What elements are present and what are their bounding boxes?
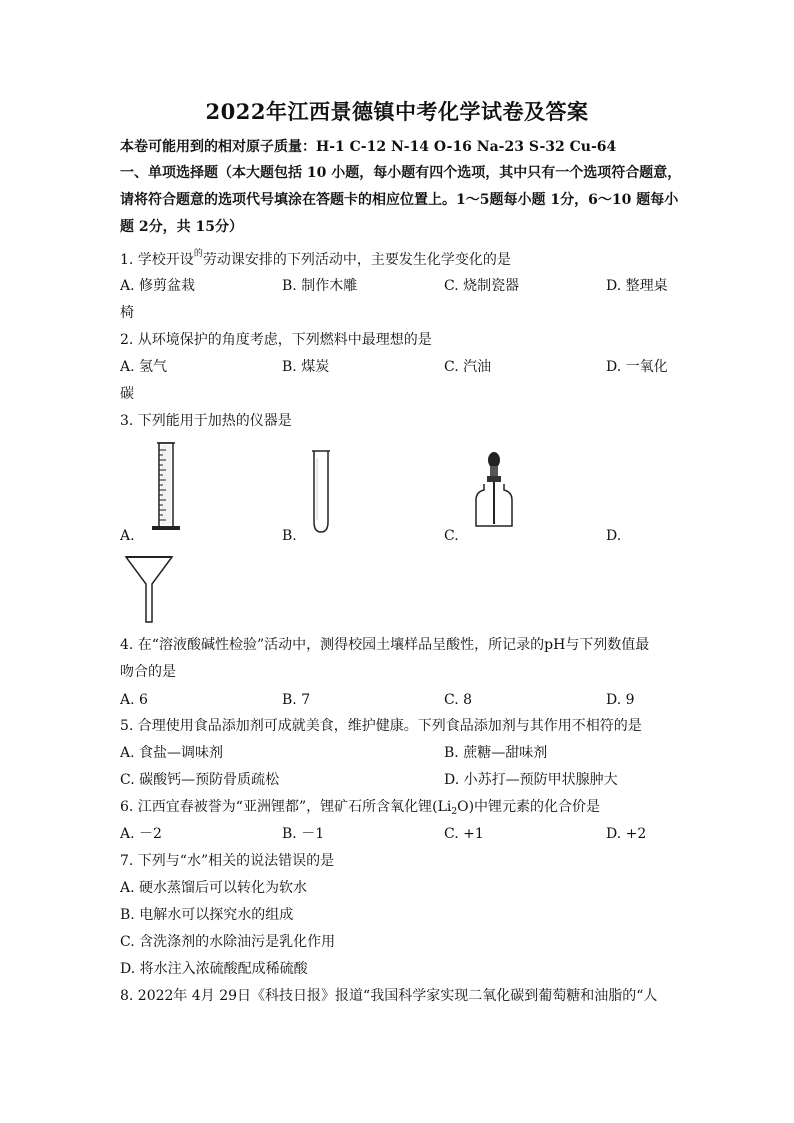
q4-option-d: D. 9 (606, 692, 635, 708)
question-1-stem (120, 250, 511, 272)
section-heading-line1: 一、单项选择题（本大题包括 10 小题，每小题有四个选项，其中只有一个选项符合题意， (120, 165, 682, 181)
q6-stem-sub: 2 (451, 807, 458, 817)
q6-option-a: A. －2 (120, 826, 162, 842)
q3-option-c: C. (444, 528, 459, 544)
q7-option-b: B. 电解水可以探究水的组成 (120, 907, 294, 923)
q6-option-d: D. +2 (606, 826, 647, 842)
question-2-stem: 2. 从环境保护的角度考虑，下列燃料中最理想的是 (120, 332, 432, 348)
q1-option-d-cont: 椅 (120, 305, 134, 321)
q7-option-a: A. 硬水蒸馏后可以转化为软水 (120, 880, 308, 896)
q3-option-a: A. (120, 528, 135, 544)
page-title: 2022年江西景德镇中考化学试卷及答案 (205, 99, 589, 124)
atomic-masses: 本卷可能用到的相对原子质量：H-1 C-12 N-14 O-16 Na-23 S-32 Cu-64 (120, 139, 617, 155)
q3-option-d: D. (606, 528, 622, 544)
q6-option-c: C. +1 (444, 826, 484, 842)
q5-option-c: C. 碳酸钙—预防骨质疏松 (120, 772, 280, 788)
question-7-stem: 7. 下列与“水”相关的说法错误的是 (120, 853, 335, 869)
q1-stem-pre: 1. 学校开设 (120, 252, 194, 268)
q1-stem-sup: 的 (193, 249, 203, 259)
question-4-stem-line1: 4. 在“溶液酸碱性检验”活动中，测得校园土壤样品呈酸性，所记录的pH与下列数值最 (120, 637, 650, 653)
q4-option-c: C. 8 (444, 692, 473, 708)
q5-option-d: D. 小苏打—预防甲状腺肿大 (444, 772, 618, 788)
question-6-stem (120, 797, 600, 819)
q1-stem-post: 劳动课安排的下列活动中，主要发生化学变化的是 (202, 252, 511, 268)
q7-option-c: C. 含洗涤剂的水除油污是乳化作用 (120, 934, 336, 950)
q6-stem-pre: 6. 江西宜春被誉为“亚洲锂都”，锂矿石所含氧化锂(Li (120, 799, 452, 815)
q7-option-d: D. 将水注入浓硫酸配成稀硫酸 (120, 961, 308, 977)
q4-option-b: B. 7 (282, 692, 311, 708)
test-tube-icon (308, 448, 334, 534)
q1-option-c: C. 烧制瓷器 (444, 278, 520, 294)
q1-option-b: B. 制作木雕 (282, 278, 358, 294)
q1-option-a: A. 修剪盆栽 (120, 278, 196, 294)
question-8-stem: 8. 2022年 4月 29日《科技日报》报道“我国科学家实现二氧化碳到葡萄糖和油脂的“人 (120, 988, 658, 1004)
section-heading-line3: 题 2分，共 15分） (120, 219, 243, 235)
q1-option-d: D. 整理桌 (606, 278, 668, 294)
q2-option-b: B. 煤炭 (282, 359, 330, 375)
graduated-cylinder-icon (148, 440, 184, 532)
section-heading-line2: 请将符合题意的选项代号填涂在答题卡的相应位置上。1～5题每小题 1分，6～10 题每小 (120, 192, 679, 208)
q4-option-a: A. 6 (120, 692, 148, 708)
q5-option-b: B. 蔗糖—甜味剂 (444, 745, 548, 761)
q2-option-a: A. 氢气 (120, 359, 168, 375)
question-5-stem: 5. 合理使用食品添加剂可成就美食，维护健康。下列食品添加剂与其作用不相符的是 (120, 718, 642, 734)
funnel-icon (124, 554, 174, 624)
q2-option-d: D. 一氧化 (606, 359, 668, 375)
question-3-stem: 3. 下列能用于加热的仪器是 (120, 413, 292, 429)
q3-option-b: B. (282, 528, 297, 544)
question-4-stem-line2: 吻合的是 (120, 664, 176, 680)
q5-option-a: A. 食盐—调味剂 (120, 745, 224, 761)
q2-option-d-cont: 碳 (120, 386, 134, 402)
dropper-bottle-icon (470, 450, 518, 530)
q6-stem-post: O)中锂元素的化合价是 (457, 799, 601, 815)
q2-option-c: C. 汽油 (444, 359, 492, 375)
q6-option-b: B. －1 (282, 826, 325, 842)
